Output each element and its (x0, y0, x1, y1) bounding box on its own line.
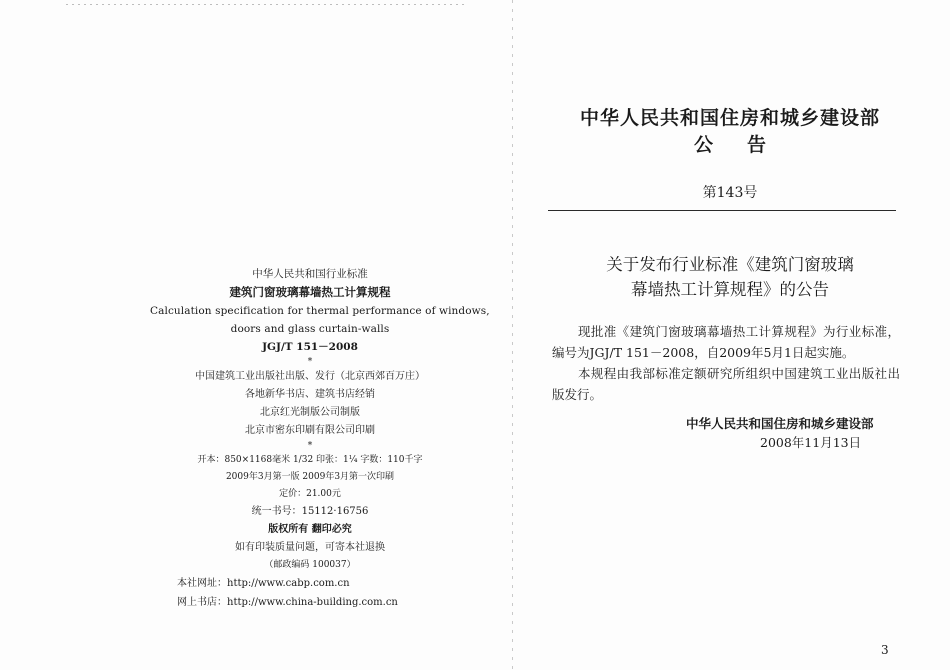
edition-line: 2009年3月第一版 2009年3月第一次印刷 (225, 472, 395, 482)
headline-line1: 关于发布行业标准《建筑门窗玻璃 (606, 255, 854, 274)
typesetter-line: 北京红光制版公司制版 (260, 407, 360, 418)
copyright-line: 版权所有 翻印必究 (268, 524, 352, 535)
signer: 中华人民共和国住房和城乡建设部 (686, 416, 874, 431)
isbn-line: 统一书号：15112·16756 (251, 506, 369, 517)
distributor-line: 各地新华书店、建筑书店经销 (245, 389, 375, 400)
separator-star: * (307, 441, 313, 451)
printer-line: 北京市密东印刷有限公司印刷 (245, 425, 375, 436)
format-line: 开本：850×1168毫米 1/32 印张：1¼ 字数：110千字 (197, 455, 423, 465)
english-title-line1: Calculation specification for thermal performance of windows, (150, 305, 490, 317)
announcement-body (552, 321, 900, 405)
scan-edge-line (66, 4, 466, 5)
signature-date: 2008年11月13日 (760, 435, 862, 450)
return-policy-line: 如有印装质量问题，可寄本社退换 (235, 542, 385, 553)
paragraph: 现批准《建筑门窗玻璃幕墙热工计算规程》为行业标准，编号为JGJ/T 151－2008，自2009年5月1日起实施。 (552, 324, 900, 360)
postal-code-line: （邮政编码 100037） (264, 560, 356, 570)
website-line: 本社网址：http://www.cabp.com.cn (177, 578, 350, 589)
notice-title: 公告 (693, 134, 800, 156)
book-title: 建筑门窗玻璃幕墙热工计算规程 (229, 285, 391, 299)
announcement-headline (560, 252, 900, 302)
standard-code: JGJ/T 151－2008 (262, 341, 358, 353)
separator-star: * (307, 357, 313, 367)
headline-line2: 幕墙热工计算规程》的公告 (631, 280, 829, 299)
header-rule (548, 210, 896, 211)
standard-series: 中华人民共和国行业标准 (252, 268, 368, 280)
colophon (150, 266, 490, 612)
notice-number: 第143号 (702, 185, 758, 201)
page-number: 3 (881, 643, 889, 657)
paragraph: 本规程由我部标准定额研究所组织中国建筑工业出版社出版发行。 (552, 366, 900, 402)
english-title-line2: doors and glass curtain-walls (230, 323, 390, 335)
online-store-line: 网上书店：http://www.china-building.com.cn (177, 597, 398, 608)
page-fold (512, 0, 513, 670)
publisher-line: 中国建筑工业出版社出版、发行（北京西郊百万庄） (195, 371, 425, 382)
price-line: 定价：21.00元 (279, 489, 341, 499)
ministry-heading: 中华人民共和国住房和城乡建设部 (579, 107, 880, 129)
